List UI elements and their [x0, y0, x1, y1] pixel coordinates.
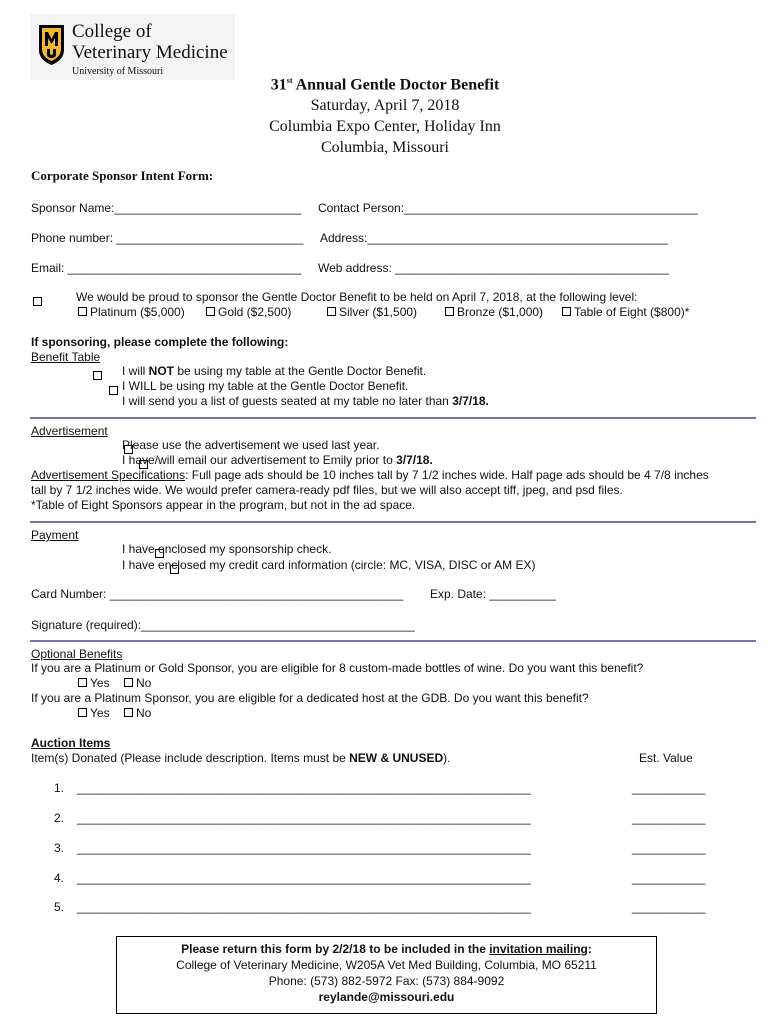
wine-yes-option[interactable]: Yes	[78, 676, 110, 690]
auction-item-number: 2.	[54, 811, 65, 825]
checkbox-icon	[562, 307, 571, 316]
mizzou-shield-icon	[38, 24, 65, 66]
address-field[interactable]: Address:_____________________________________________	[320, 231, 668, 245]
sponsor-level-option[interactable]: Gold ($2,500)	[206, 305, 291, 319]
event-title: 31st Annual Gentle Doctor Benefit	[270, 76, 500, 94]
sponsor-level-text: We would be proud to sponsor the Gentle Doctor Benefit to be held on April 7, 2018, at the following level:	[76, 290, 638, 304]
checkbox-icon	[78, 708, 87, 717]
if-sponsoring-heading: If sponsoring, please complete the following:	[31, 335, 289, 349]
sponsor-name-field[interactable]: Sponsor Name:____________________________	[31, 201, 302, 215]
ad-specifications-line-2: tall by 7 1/2 inches wide. We would prefer camera-ready pdf files, but we will also accept tiff, jpeg, and psd files.	[31, 483, 623, 497]
auction-item-line[interactable]: ____________________________________________________________________	[77, 900, 531, 914]
event-venue: Columbia Expo Center, Holiday Inn	[269, 118, 501, 135]
checkbox-icon	[445, 307, 454, 316]
host-yes-option[interactable]: Yes	[78, 706, 110, 720]
benefit-using-label: I WILL be using my table at the Gentle Doctor Benefit.	[122, 379, 409, 393]
wine-question: If you are a Platinum or Gold Sponsor, you are eligible for 8 custom-made bottles of wine. Do you want this benefit?	[31, 661, 644, 675]
contact-person-field[interactable]: Contact Person:____________________________________________	[318, 201, 698, 215]
guest-list-note: I will send you a list of guests seated at my table no later than 3/7/18.	[122, 394, 489, 408]
ad-specifications: Advertisement Specifications: Full page ads should be 10 inches tall by 7 1/2 inches wide. Half page ads should be 4 7/8 inches	[31, 468, 709, 482]
return-email[interactable]: reylande@missouri.edu	[318, 990, 455, 1004]
card-number-field[interactable]: Card Number: ____________________________________________	[31, 587, 404, 601]
benefit-not-using-label: I will NOT be using my table at the Gentle Doctor Benefit.	[122, 364, 427, 378]
checkbox-icon	[78, 307, 87, 316]
auction-item-line[interactable]: ____________________________________________________________________	[77, 811, 531, 825]
optional-benefits-heading: Optional Benefits	[31, 647, 123, 661]
invitation-mailing-link: invitation mailing	[489, 942, 588, 956]
sponsor-level-option[interactable]: Silver ($1,500)	[327, 305, 417, 319]
auction-item-value[interactable]: ___________	[632, 811, 706, 825]
auction-item-number: 5.	[54, 900, 65, 914]
return-instructions-box	[116, 936, 657, 1014]
logo-line-2: Veterinary Medicine	[72, 42, 228, 63]
host-question: If you are a Platinum Sponsor, you are eligible for a dedicated host at the GDB. Do you want this benefit?	[31, 691, 589, 705]
payment-heading: Payment	[31, 528, 79, 542]
est-value-label: Est. Value	[639, 751, 693, 765]
ad-last-year-label: Please use the advertisement we used last year.	[122, 438, 380, 452]
phone-field[interactable]: Phone number: ____________________________	[31, 231, 304, 245]
section-divider	[30, 521, 756, 523]
auction-item-line[interactable]: ____________________________________________________________________	[77, 871, 531, 885]
checkbox-icon	[206, 307, 215, 316]
advertisement-heading: Advertisement	[31, 424, 108, 438]
logo-line-3: University of Missouri	[72, 66, 164, 77]
auction-item-value[interactable]: ___________	[632, 900, 706, 914]
auction-item-number: 3.	[54, 841, 65, 855]
auction-item-value[interactable]: ___________	[632, 781, 706, 795]
sponsor-intent-checkbox[interactable]	[33, 297, 42, 306]
email-field[interactable]: Email: ___________________________________	[31, 261, 302, 275]
items-donated-label: Item(s) Donated (Please include description. Items must be NEW & UNUSED).	[31, 751, 451, 765]
section-divider	[30, 417, 756, 419]
auction-item-number: 1.	[54, 781, 65, 795]
auction-item-value[interactable]: ___________	[632, 841, 706, 855]
ad-email-label: I have/will email our advertisement to Emily prior to 3/7/18.	[122, 453, 433, 467]
sponsor-level-option[interactable]: Bronze ($1,000)	[445, 305, 543, 319]
return-phone-fax: Phone: (573) 882-5972 Fax: (573) 884-9092	[268, 974, 505, 988]
checkbox-icon	[124, 678, 133, 687]
payment-card-label: I have enclosed my credit card information (circle: MC, VISA, DISC or AM EX)	[122, 558, 536, 572]
return-deadline: Please return this form by 2/2/18 to be included in the invitation mailing:	[181, 942, 592, 956]
sponsor-level-option[interactable]: Platinum ($5,000)	[78, 305, 185, 319]
college-logo	[30, 14, 235, 80]
auction-item-line[interactable]: ____________________________________________________________________	[77, 781, 531, 795]
checkbox-icon	[327, 307, 336, 316]
auction-item-value[interactable]: ___________	[632, 871, 706, 885]
benefit-table-heading: Benefit Table	[31, 350, 101, 364]
signature-field[interactable]: Signature (required):_________________________________________	[31, 618, 415, 632]
section-divider	[30, 640, 756, 642]
logo-line-1: College of	[72, 21, 152, 42]
wine-no-option[interactable]: No	[124, 676, 151, 690]
exp-date-field[interactable]: Exp. Date: __________	[430, 587, 557, 601]
table-of-eight-note: *Table of Eight Sponsors appear in the program, but not in the ad space.	[31, 498, 416, 512]
auction-item-number: 4.	[54, 871, 65, 885]
event-city: Columbia, Missouri	[320, 139, 449, 156]
benefit-not-using-checkbox[interactable]	[93, 371, 102, 380]
return-address: College of Veterinary Medicine, W205A Vet Med Building, Columbia, MO 65211	[176, 958, 597, 972]
checkbox-icon	[78, 678, 87, 687]
sponsor-level-option[interactable]: Table of Eight ($800)*	[562, 305, 689, 319]
web-address-field[interactable]: Web address: _________________________________________	[318, 261, 669, 275]
payment-check-label: I have enclosed my sponsorship check.	[122, 542, 332, 556]
auction-item-line[interactable]: ____________________________________________________________________	[77, 841, 531, 855]
host-no-option[interactable]: No	[124, 706, 151, 720]
benefit-using-checkbox[interactable]	[109, 386, 118, 395]
checkbox-icon	[124, 708, 133, 717]
event-date: Saturday, April 7, 2018	[310, 97, 460, 114]
form-title: Corporate Sponsor Intent Form:	[31, 168, 214, 183]
auction-items-heading: Auction Items	[31, 736, 111, 750]
